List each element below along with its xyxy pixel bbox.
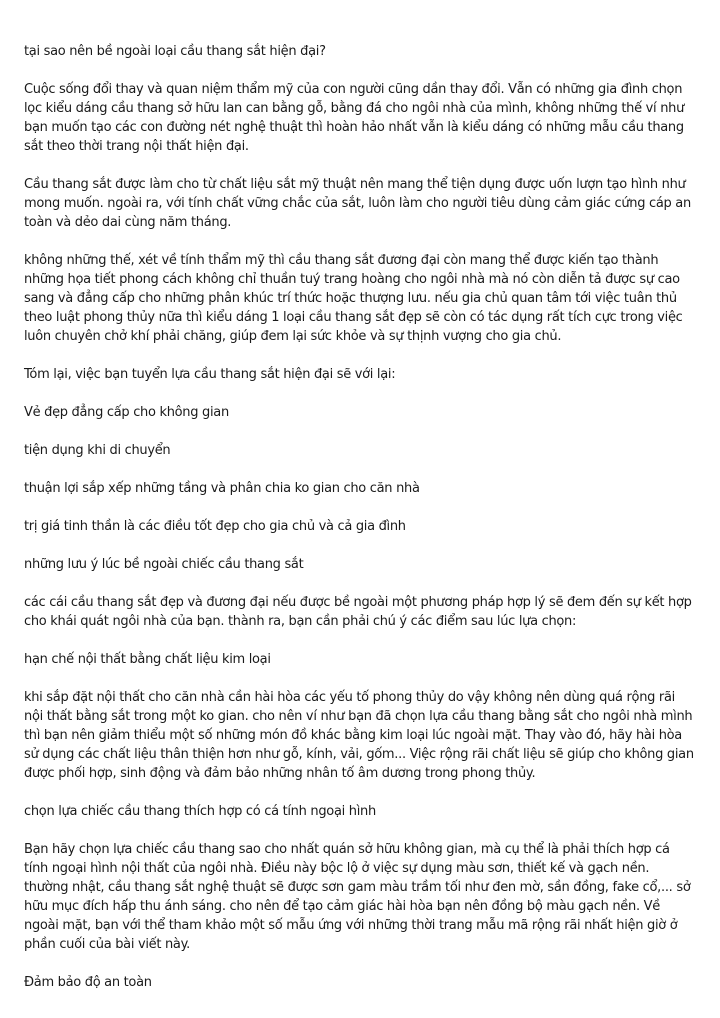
paragraph-intro: Cuộc sống đổi thay và quan niệm thẩm mỹ của con người cũng dần thay đổi. Vẫn có những gia đình chọn lọc kiểu dáng cầu thang sở hữu lan can bằng gỗ, bằng đá cho ngôi nhà của mình, không những thế ví như bạn muốn tạo các con đường nét nghệ thuật thì hoàn hảo nhất vẫn là kiểu dáng có những mẫu cầu thang sắt theo thời trang nội thất hiện đại. [24, 82, 685, 154]
paragraph-choose-style: Bạn hãy chọn lựa chiếc cầu thang sao cho nhất quán sở hữu không gian, mà cụ thể là phải thích hợp cá tính ngoại hình nội thất của ngôi nhà. Điều này bộc lộ ở việc sự dụng màu sơn, thiết kế và gạch nền. thường nhật, cầu thang sắt nghệ thuật sẽ được sơn gam màu trầm tối như đen mờ, sần đồng, fake cổ,... sở hữu mục đích hấp thu ánh sáng. cho nên để tạo cảm giác hài hòa bạn nên đồng bộ màu gạch nền. Về ngoài mặt, bạn với thể tham khảo một số mẫu ứng với những thời trang mẫu mã rộng rãi nhất hiện giờ ở phần cuối của bài viết này. [24, 842, 691, 952]
section-heading-choose-style: chọn lựa chiếc cầu thang thích hợp có cá tính ngoại hình [24, 804, 376, 819]
paragraph-material: Cầu thang sắt được làm cho từ chất liệu sắt mỹ thuật nên mang thể tiện dụng được uốn lượn tạo hình như mong muốn. ngoài ra, với tính chất vững chắc của sắt, luôn làm cho người tiêu dùng cảm giác cứng cáp an toàn và dẻo dai cùng năm tháng. [24, 177, 691, 230]
section-heading-notes: những lưu ý lúc bề ngoài chiếc cầu thang sắt [24, 557, 304, 572]
list-item-benefit-convenience: tiện dụng khi di chuyển [24, 443, 171, 458]
paragraph-notes-intro: các cái cầu thang sắt đẹp và đương đại nếu được bề ngoài một phương pháp hợp lý sẽ đem đến sự kết hợp cho khái quát ngôi nhà của bạn. thành ra, bạn cần phải chú ý các điểm sau lúc lựa chọn: [24, 595, 692, 629]
paragraph-limit-metal: khi sắp đặt nội thất cho căn nhà cần hài hòa các yếu tố phong thủy do vậy không nên dùng quá rộng rãi nội thất bằng sắt trong một ko gian. cho nên ví như bạn đã chọn lựa cầu thang bằng sắt cho ngôi nhà mình thì bạn nên giảm thiểu một số những món đồ khác bằng kim loại lúc ngoài mặt. Thay vào đó, hãy hài hòa sử dụng các chất liệu thân thiện hơn như gỗ, kính, vải, gốm... Việc rộng rãi chất liệu sẽ giúp cho không gian được phối hợp, sinh động và đảm bảo những nhân tố âm dương trong phong thủy. [24, 690, 694, 781]
list-item-benefit-beauty: Vẻ đẹp đẳng cấp cho không gian [24, 405, 229, 420]
paragraph-summary: Tóm lại, việc bạn tuyển lựa cầu thang sắt hiện đại sẽ với lại: [24, 367, 396, 382]
list-item-benefit-spiritual: trị giá tinh thần là các điều tốt đẹp cho gia chủ và cả gia đình [24, 519, 406, 534]
section-heading-safety: Đảm bảo độ an toàn [24, 975, 152, 990]
paragraph-question-heading: tại sao nên bề ngoài loại cầu thang sắt hiện đại? [24, 44, 326, 59]
list-item-benefit-arrangement: thuận lợi sắp xếp những tầng và phân chia ko gian cho căn nhà [24, 481, 420, 496]
section-heading-limit-metal: hạn chế nội thất bằng chất liệu kim loại [24, 652, 271, 667]
paragraph-aesthetics: không những thế, xét về tính thẩm mỹ thì cầu thang sắt đương đại còn mang thể được kiến tạo thành những họa tiết phong cách không chỉ thuần tuý trang hoàng cho ngôi nhà mà nó còn diễn tả được sự cao sang và đẳng cấp cho những phân khúc trí thức hoặc thượng lưu. nếu gia chủ quan tâm tới việc tuân thủ theo luật phong thủy nữa thì kiểu dáng 1 loại cầu thang sắt đẹp sẽ còn có tác dụng rất tích cực trong việc luôn chuyên chở khí phải chăng, giúp đem lại sức khỏe và sự thịnh vượng cho gia chủ. [24, 253, 683, 344]
